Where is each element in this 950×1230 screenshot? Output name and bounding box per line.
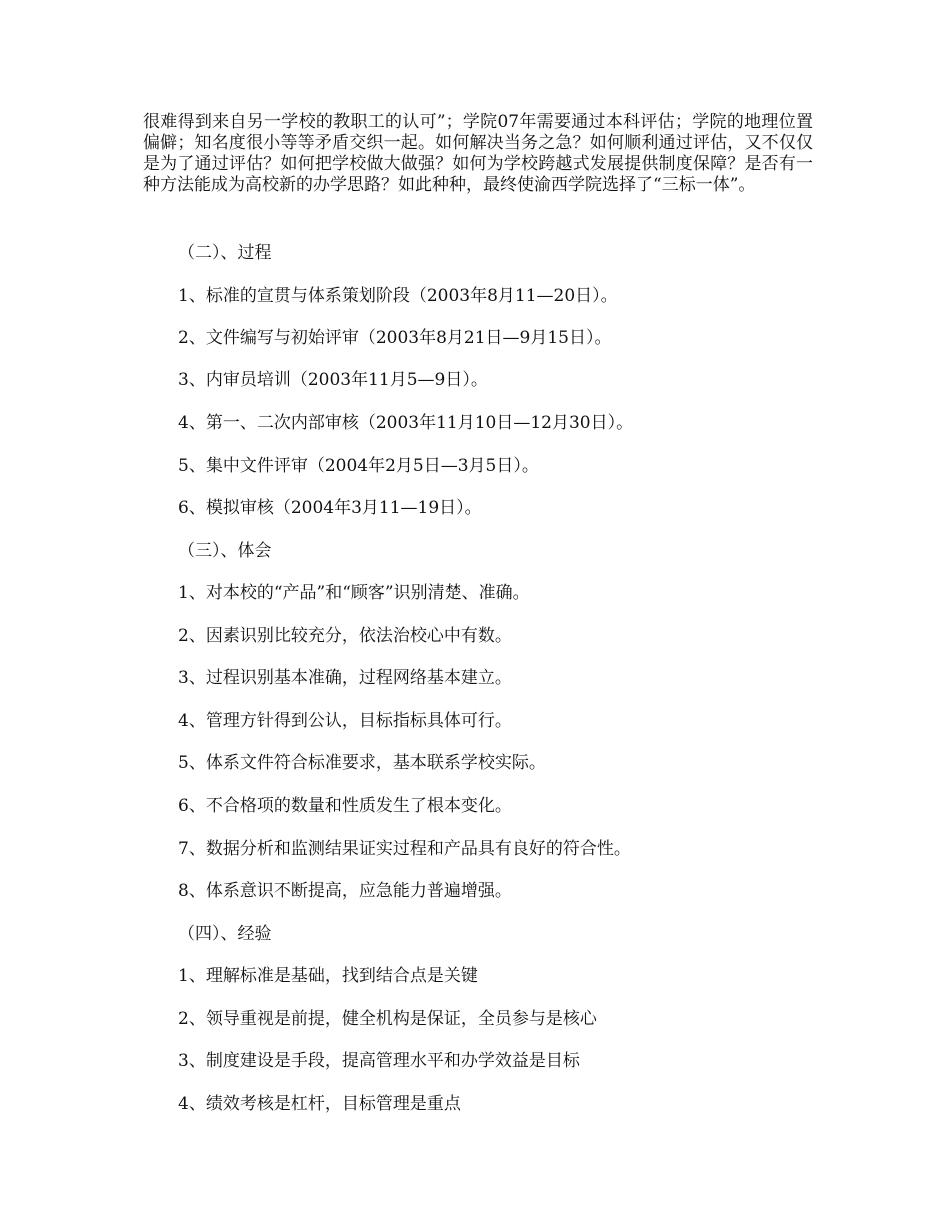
section-heading-experience: （三）、体会 (178, 541, 272, 561)
process-item-2: 2、文件编写与初始评审（2003年8月21日—9月15日）。 (178, 328, 612, 348)
section-heading-lessons: （四）、经验 (178, 924, 272, 944)
process-item-3: 3、内审员培训（2003年11月5—9日）。 (178, 370, 488, 390)
lessons-item-1: 1、理解标准是基础，找到结合点是关键 (178, 966, 478, 986)
process-item-4: 4、第一、二次内部审核（2003年11月10日—12月30日）。 (178, 413, 634, 433)
process-item-1: 1、标准的宣贯与体系策划阶段（2003年8月11—20日）。 (178, 286, 618, 306)
experience-item-7: 7、数据分析和监测结果证实过程和产品具有良好的符合性。 (178, 839, 631, 859)
process-item-6: 6、模拟审核（2004年3月11—19日）。 (178, 498, 482, 518)
process-item-5: 5、集中文件评审（2004年2月5日—3月5日）。 (178, 456, 539, 476)
lessons-item-3: 3、制度建设是手段，提高管理水平和办学效益是目标 (178, 1051, 580, 1071)
experience-item-6: 6、不合格项的数量和性质发生了根本变化。 (178, 796, 512, 816)
intro-paragraph: 很难得到来自另一学校的教职工的认可”；学院07年需要通过本科评估；学院的地理位置偏僻；知名度很小等等矛盾交织一起。如何解决当务之急？如何顺利通过评估，又不仅仅是为了通过评估？如何把学校做大做强？如何为学校跨越式发展提供制度保障？是否有一种方法能成为高校新的办学思路？如此种种，最终使渝西学院选择了“三标一体”。 (143, 112, 813, 195)
experience-item-2: 2、因素识别比较充分，依法治校心中有数。 (178, 626, 512, 646)
experience-item-3: 3、过程识别基本准确，过程网络基本建立。 (178, 668, 512, 688)
section-heading-process: （二）、过程 (178, 243, 272, 263)
experience-item-8: 8、体系意识不断提高，应急能力普遍增强。 (178, 881, 512, 901)
experience-item-4: 4、管理方针得到公认，目标指标具体可行。 (178, 711, 512, 731)
lessons-item-4: 4、绩效考核是杠杆，目标管理是重点 (178, 1094, 461, 1114)
lessons-item-2: 2、领导重视是前提，健全机构是保证，全员参与是核心 (178, 1009, 597, 1029)
experience-item-5: 5、体系文件符合标准要求，基本联系学校实际。 (178, 753, 546, 773)
experience-item-1: 1、对本校的“产品”和“顾客”识别清楚、准确。 (178, 583, 530, 603)
